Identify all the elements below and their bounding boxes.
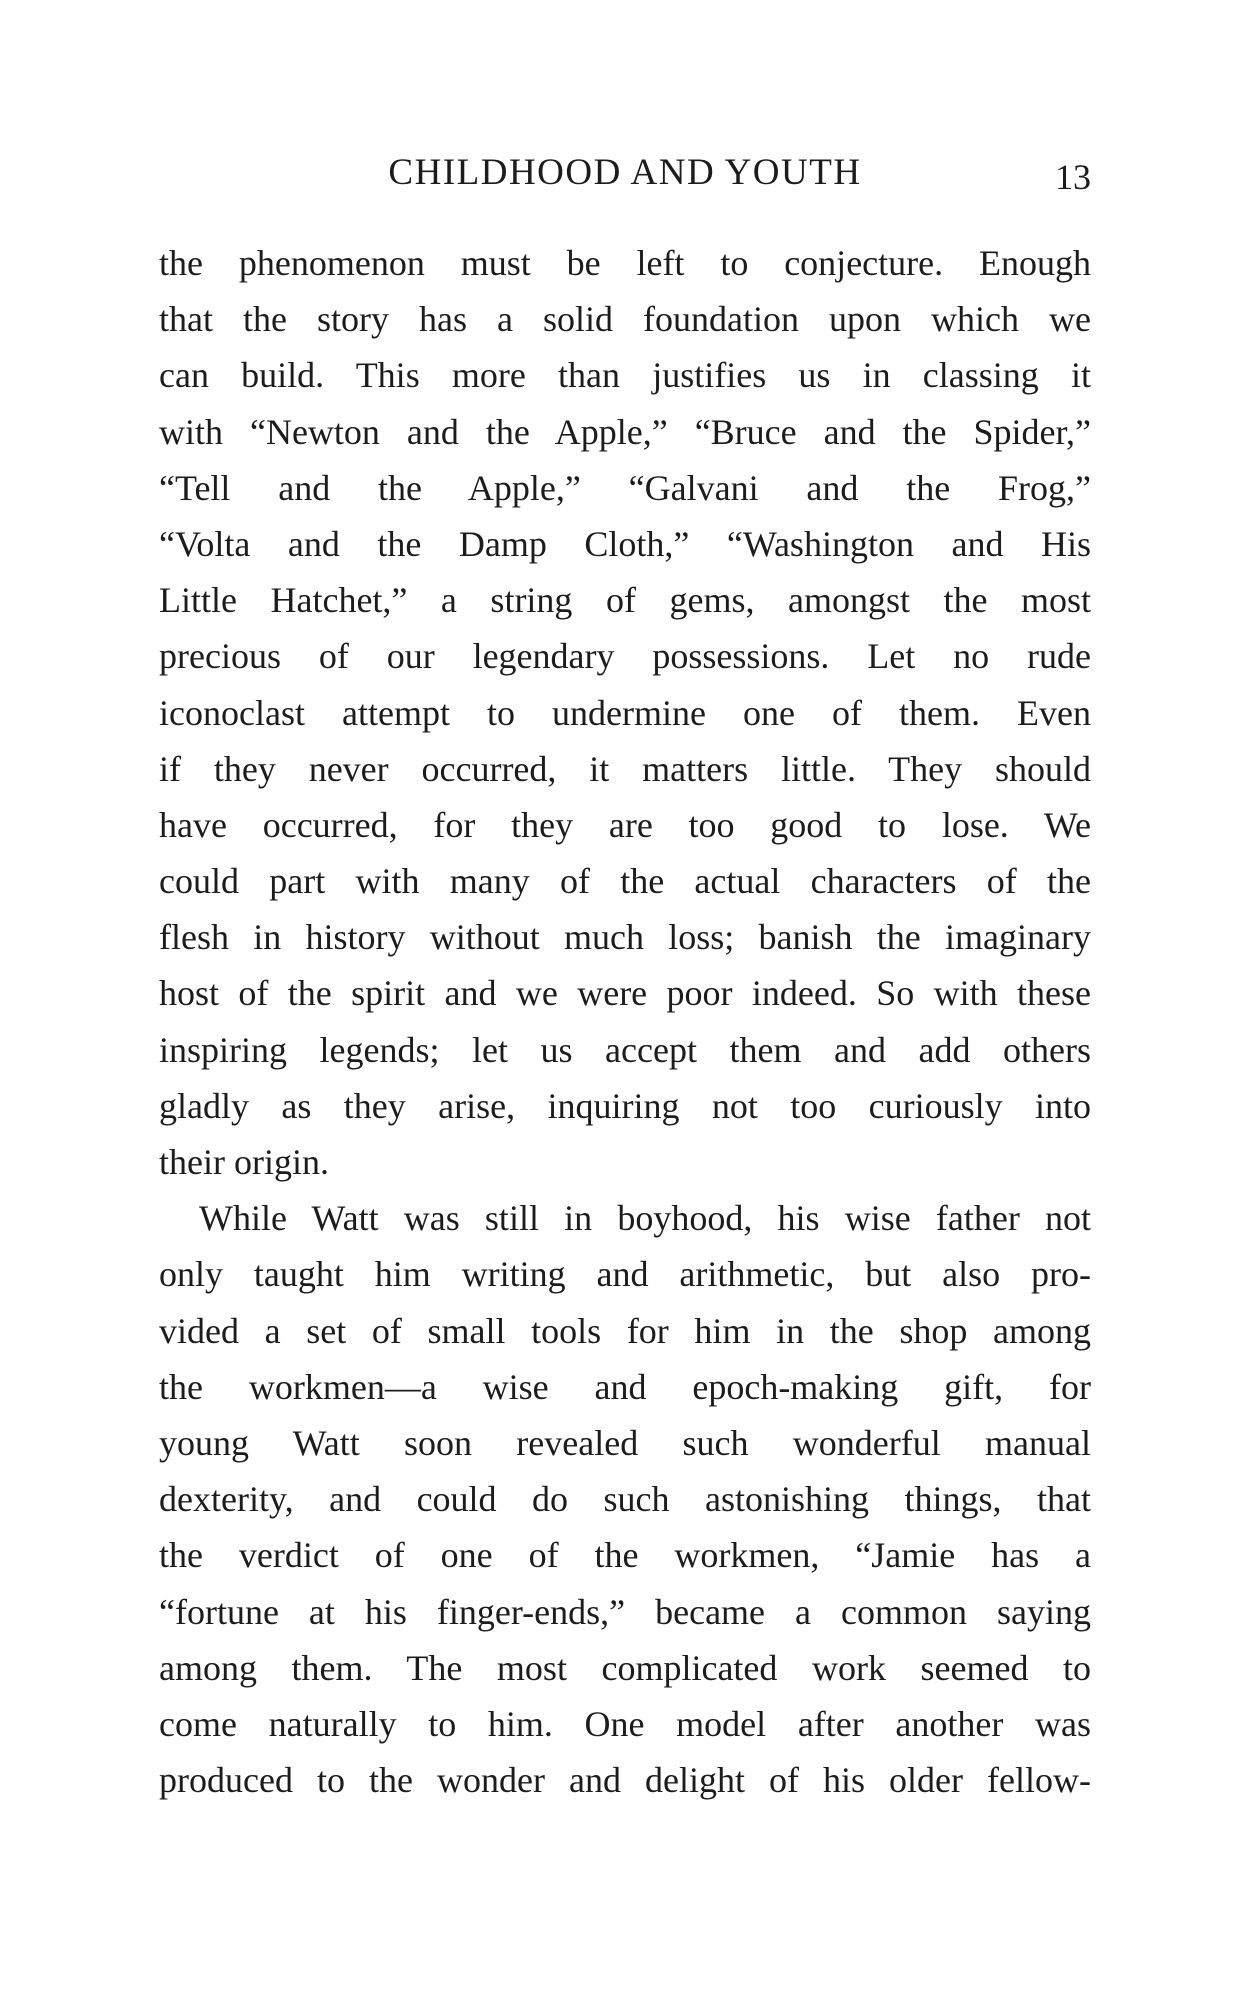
text-line: “fortune at his finger-ends,” became a common saying	[159, 1591, 1091, 1632]
text-line: precious of our legendary possessions. Let no rude	[159, 636, 1091, 677]
text-line: with “Newton and the Apple,” “Bruce and the Spider,”	[159, 411, 1091, 452]
text-line: the phenomenon must be left to conjecture. Enough	[159, 243, 1091, 283]
running-title: CHILDHOOD AND YOUTH	[388, 152, 862, 193]
text-line: only taught him writing and arithmetic, but also pro-	[159, 1254, 1091, 1295]
text-line: if they never occurred, it matters little. They should	[159, 748, 1091, 789]
text-line: have occurred, for they are too good to lose. We	[159, 804, 1091, 845]
text-line: “Tell and the Apple,” “Galvani and the Frog,”	[159, 467, 1091, 508]
text-line: produced to the wonder and delight of his older fellow-	[159, 1760, 1091, 1801]
text-line: inspiring legends; let us accept them and add others	[159, 1029, 1091, 1070]
text-line: that the story has a solid foundation upon which we	[159, 299, 1091, 340]
page-number: 13	[1055, 157, 1091, 197]
text-line: young Watt soon revealed such wonderful manual	[159, 1422, 1091, 1463]
text-line: Little Hatchet,” a string of gems, amongst the most	[159, 580, 1091, 621]
text-line: host of the spirit and we were poor indeed. So with these	[159, 973, 1091, 1014]
paragraph-1	[159, 235, 1091, 1190]
running-head	[159, 148, 1091, 198]
text-line: the workmen—a wise and epoch-making gift, for	[159, 1366, 1091, 1407]
text-line: among them. The most complicated work seemed to	[159, 1647, 1091, 1688]
body-text	[159, 235, 1091, 1808]
text-line: vided a set of small tools for him in the shop among	[159, 1310, 1091, 1351]
text-line: can build. This more than justifies us in classing it	[159, 355, 1091, 396]
text-line: come naturally to him. One model after another was	[159, 1703, 1091, 1744]
paragraph-2	[159, 1190, 1091, 1808]
text-line: “Volta and the Damp Cloth,” “Washington and His	[159, 523, 1091, 564]
text-line: flesh in history without much loss; banish the imaginary	[159, 917, 1091, 958]
text-line: dexterity, and could do such astonishing things, that	[159, 1479, 1091, 1520]
text-line: their origin.	[159, 1142, 329, 1182]
text-line: gladly as they arise, inquiring not too curiously into	[159, 1085, 1091, 1126]
text-line: iconoclast attempt to undermine one of them. Even	[159, 692, 1091, 733]
text-line: could part with many of the actual characters of the	[159, 861, 1091, 902]
text-line: While Watt was still in boyhood, his wise father not	[199, 1198, 1091, 1239]
text-line: the verdict of one of the workmen, “Jamie has a	[159, 1535, 1091, 1576]
